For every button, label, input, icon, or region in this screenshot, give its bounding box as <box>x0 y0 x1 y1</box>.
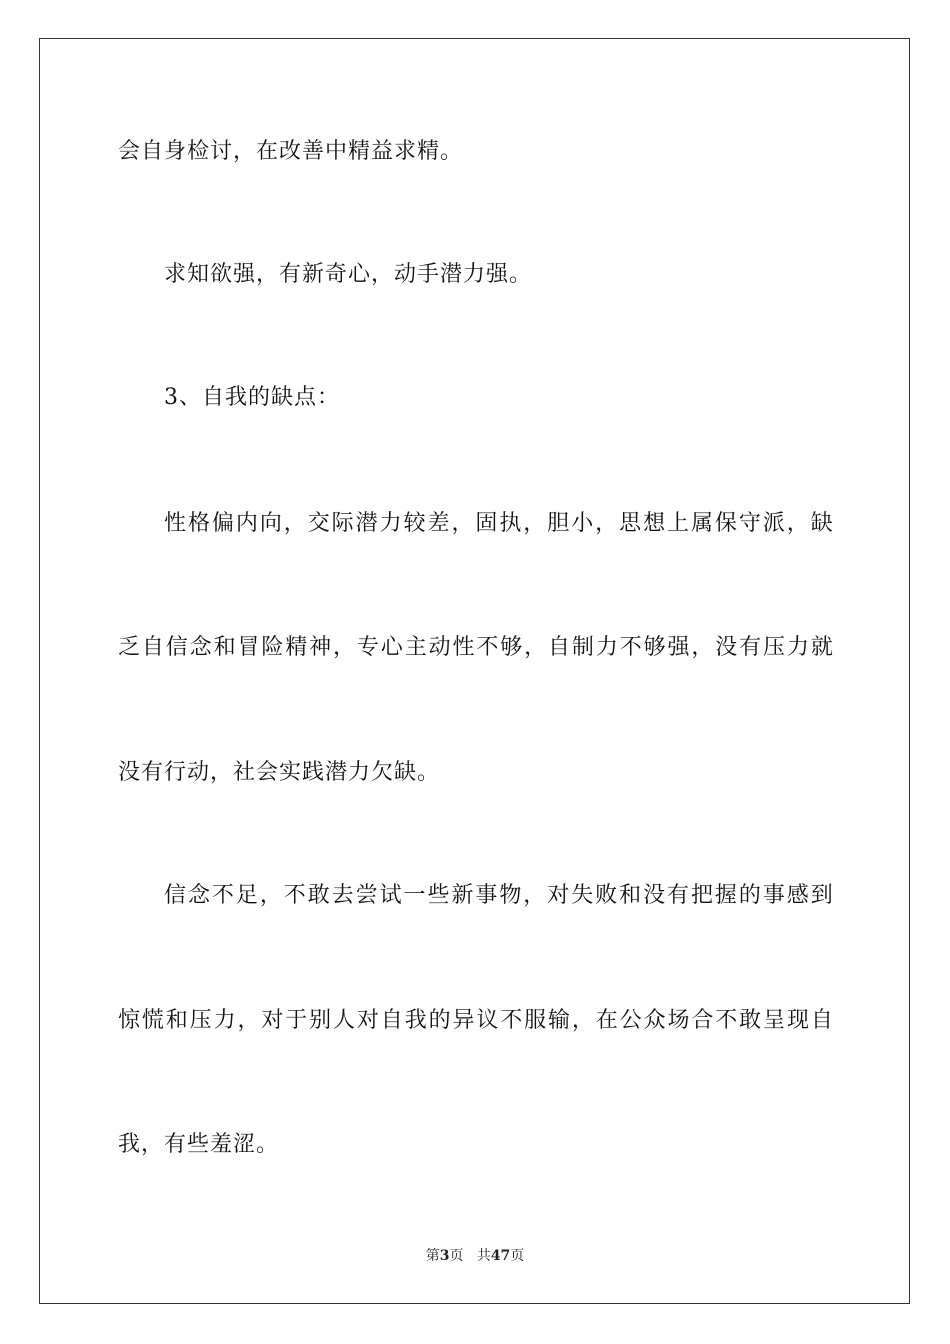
text-char: 力 <box>786 635 810 660</box>
text-char: 不 <box>715 1008 739 1033</box>
footer-total-pages: 47 <box>490 1248 511 1264</box>
text-char: 自 <box>810 1008 834 1033</box>
footer-page-suffix: 页 <box>449 1248 464 1264</box>
text-char: 人 <box>333 1008 357 1033</box>
footer-total-suffix: 页 <box>510 1248 525 1264</box>
text-line-2: 求知欲强，有新奇心，动手潜力强。 <box>164 262 533 287</box>
text-char: 力 <box>213 1008 237 1033</box>
text-char: 向 <box>259 511 283 536</box>
text-char: 属 <box>690 511 714 536</box>
text-char: 主 <box>404 635 428 660</box>
text-char: 没 <box>715 635 739 660</box>
text-char: 交 <box>307 511 331 536</box>
text-char: 动 <box>428 635 452 660</box>
text-char: 有 <box>739 635 763 660</box>
text-char: ， <box>595 511 619 536</box>
text-char: 尝 <box>355 883 379 908</box>
text-char: 强 <box>667 635 691 660</box>
text-char: 的 <box>738 883 762 908</box>
text-line-9: 我，有些羞涩。 <box>118 1132 280 1157</box>
text-char: 险 <box>261 635 285 660</box>
text-char: 对 <box>547 883 571 908</box>
text-char: 对 <box>261 1008 285 1033</box>
text-char: 没 <box>643 883 667 908</box>
text-char: 惊 <box>118 1008 142 1033</box>
text-char: 内 <box>235 511 259 536</box>
text-char: 敢 <box>739 1008 763 1033</box>
text-char: 够 <box>500 635 524 660</box>
text-char: ， <box>786 511 810 536</box>
text-char: 不 <box>283 883 307 908</box>
text-char: 败 <box>595 883 619 908</box>
text-char: 和 <box>213 635 237 660</box>
text-char: 自 <box>548 635 572 660</box>
text-char: 信 <box>165 635 189 660</box>
text-line-4 <box>164 509 834 539</box>
text-char: 于 <box>285 1008 309 1033</box>
text-char: 信 <box>164 883 188 908</box>
text-char: ， <box>259 883 283 908</box>
text-char: 力 <box>595 635 619 660</box>
text-char: 小 <box>571 511 595 536</box>
text-char: 力 <box>379 511 403 536</box>
text-char: ， <box>524 635 548 660</box>
text-char: 就 <box>810 635 834 660</box>
text-line-5 <box>118 633 834 663</box>
footer-total-prefix: 共 <box>476 1248 491 1264</box>
text-char: 较 <box>403 511 427 536</box>
footer-page-prefix: 第 <box>425 1248 440 1264</box>
text-char: 到 <box>810 883 834 908</box>
text-char: ， <box>691 635 715 660</box>
text-char: 和 <box>619 883 643 908</box>
text-char: 性 <box>164 511 188 536</box>
page-border <box>39 38 910 1304</box>
text-char: 不 <box>500 1008 524 1033</box>
text-char: 思 <box>619 511 643 536</box>
text-char: 际 <box>331 511 355 536</box>
text-char: ， <box>333 635 357 660</box>
text-char: 握 <box>714 883 738 908</box>
text-char: 守 <box>738 511 762 536</box>
text-char: 服 <box>524 1008 548 1033</box>
text-char: 现 <box>786 1008 810 1033</box>
text-char: 把 <box>690 883 714 908</box>
text-char: ， <box>523 511 547 536</box>
text-char: 有 <box>667 883 691 908</box>
text-char: 上 <box>667 511 691 536</box>
text-char: 事 <box>475 883 499 908</box>
text-char: 自 <box>380 1008 404 1033</box>
text-char: 的 <box>428 1008 452 1033</box>
text-char: 心 <box>380 635 404 660</box>
text-char: ， <box>451 511 475 536</box>
text-line-3-heading: 3、自我的缺点： <box>164 385 340 410</box>
text-char: 去 <box>331 883 355 908</box>
text-char: 乏 <box>118 635 142 660</box>
text-char: 慌 <box>141 1008 165 1033</box>
text-char: 神 <box>309 635 333 660</box>
text-char: 压 <box>763 635 787 660</box>
text-char: 呈 <box>763 1008 787 1033</box>
text-char: 念 <box>187 883 211 908</box>
text-char: 新 <box>451 883 475 908</box>
text-char: 保 <box>714 511 738 536</box>
page-footer <box>0 1246 950 1266</box>
text-char: 一 <box>403 883 427 908</box>
text-line-1: 会自身检讨，在改善中精益求精。 <box>118 139 464 164</box>
footer-page-number: 3 <box>439 1248 450 1264</box>
text-char: ， <box>523 883 547 908</box>
text-char: 格 <box>187 511 211 536</box>
text-char: 物 <box>499 883 523 908</box>
text-char: 性 <box>452 635 476 660</box>
text-char: 精 <box>285 635 309 660</box>
text-char: 合 <box>691 1008 715 1033</box>
text-char: 不 <box>476 635 500 660</box>
text-char: 冒 <box>237 635 261 660</box>
text-char: 制 <box>571 635 595 660</box>
text-char: ， <box>283 511 307 536</box>
text-line-8 <box>118 1006 834 1036</box>
text-char: 感 <box>786 883 810 908</box>
text-char: 执 <box>499 511 523 536</box>
text-char: 足 <box>235 883 259 908</box>
text-char: 失 <box>571 883 595 908</box>
text-char: 敢 <box>307 883 331 908</box>
text-char: ， <box>571 1008 595 1033</box>
text-char: 议 <box>476 1008 500 1033</box>
text-char: 偏 <box>211 511 235 536</box>
text-char: ， <box>237 1008 261 1033</box>
text-line-6: 没有行动，社会实践潜力欠缺。 <box>118 760 441 785</box>
text-char: 不 <box>619 635 643 660</box>
text-char: 压 <box>189 1008 213 1033</box>
text-line-7 <box>164 881 834 911</box>
text-char: 试 <box>379 883 403 908</box>
text-char: 缺 <box>810 511 834 536</box>
text-char: 输 <box>548 1008 572 1033</box>
text-char: 派 <box>762 511 786 536</box>
text-char: 和 <box>165 1008 189 1033</box>
text-char: 在 <box>595 1008 619 1033</box>
text-char: 差 <box>427 511 451 536</box>
text-char: 不 <box>211 883 235 908</box>
text-char: 胆 <box>547 511 571 536</box>
text-char: 些 <box>427 883 451 908</box>
text-char: 公 <box>619 1008 643 1033</box>
text-char: 别 <box>309 1008 333 1033</box>
text-char: 场 <box>667 1008 691 1033</box>
text-char: 事 <box>762 883 786 908</box>
text-char: 专 <box>356 635 380 660</box>
text-char: 想 <box>643 511 667 536</box>
text-char: 对 <box>356 1008 380 1033</box>
text-char: 我 <box>404 1008 428 1033</box>
text-char: 念 <box>189 635 213 660</box>
text-char: 异 <box>452 1008 476 1033</box>
text-char: 众 <box>643 1008 667 1033</box>
text-char: 潜 <box>355 511 379 536</box>
text-char: 够 <box>643 635 667 660</box>
text-char: 固 <box>475 511 499 536</box>
text-char: 自 <box>141 635 165 660</box>
